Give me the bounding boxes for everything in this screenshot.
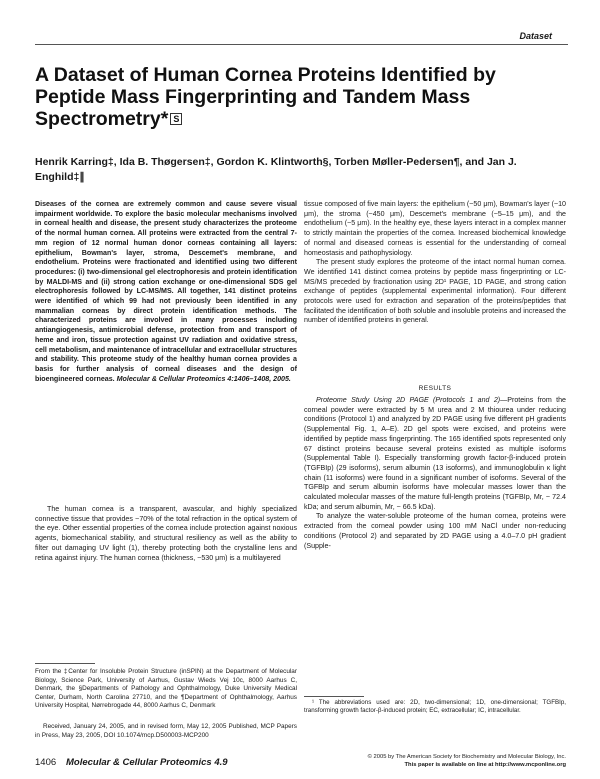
abstract <box>35 200 297 384</box>
author-list: Henrik Karring‡, Ida B. Thøgersen‡, Gordon K. Klintworth§, Torben Møller-Pedersen¶, and Jan J. Enghild‡∥ <box>35 156 517 183</box>
subsection-title: Proteome Study Using 2D PAGE (Protocols 1 and 2)— <box>316 396 508 404</box>
intro-paragraph: The human cornea is a transparent, avascular, and highly specialized connective tissue that provides ~70% of the total refraction in the optical system of the eye. Other essential properties of the cornea include protection against noxious agents, biomechanical stability, and structural resiliency as well as the ability to filter out damaging UV light (1), thereby protecting both the crystalline lens and retina against injury. The human cornea (thickness, ~530 μm) is a multilayered <box>35 505 297 562</box>
page-number: 1406 <box>35 757 57 768</box>
paragraph-text: Proteins from the corneal powder were extracted by 5 M urea and 2 M thiourea under reducing conditions (Protocol 1) and analyzed by 2D PAGE using five different pH gradients (Supplemental Fig. 1, A–E). 2D gel spots were excised, and proteins were identified by peptide mass fingerprinting. The 165 identified spots represented only 67 distinct proteins because several proteins existed as multiple isoforms (Supplemental Table I). Especially transforming growth factor-β-induced protein (TGFBIp) (29 isoforms), serum albumin (13 isoforms), and immunoglobulin κ light chain (11 isoforms) were found in a significant number of isoforms. Several of the TGFBIp and serum albumin isoforms have molecular masses lower than the calculated molecular masses of the mature full-length proteins (TGFBIp, Mr, ~ 72.4 kDa; and serum albumin, Mr, ~ 66.5 kDa). <box>304 396 566 511</box>
abbreviations-footnote: ¹ The abbreviations used are: 2D, two-dimensional; 1D, one-dimensional; TGFBIp, transforming growth factor-β-induced protein; EC, extracellular; IC, intracellular. <box>304 699 566 715</box>
affiliations: From the ‡Center for Insoluble Protein Structure (inSPIN) at the Department of Molecular Biology, Science Park, University of Aarhus, Gustav Wieds Vej 10c, 8000 Aarhus C, Denmark, the §Departments of Pathology and Ophthalmology, Duke University Medical Center, Durham, North Carolina 27710, and the ¶Department of Ophthalmology, Aarhus University Hospital, Nørrebrogade 44, 8000 Aarhus C, Denmark <box>35 668 297 710</box>
paragraph: tissue composed of five main layers: the epithelium (~50 μm), Bowman's layer (~10 μm), the stroma (~450 μm), Descemet's membrane (~5–15 μm), and the endothelium (~5 μm). In the healthy eye, these layers interact in a complex manner to strictly maintain the properties of the cornea. Increased biochemical knowledge of normal and diseased corneas is essential for the understanding of corneal homeostasis and pathophysiology. <box>304 200 566 257</box>
article-title <box>35 64 555 130</box>
title-text: A Dataset of Human Cornea Proteins Identified by Peptide Mass Fingerprinting and Tandem Mass Spectrometry* <box>35 64 496 130</box>
received-dates: Received, January 24, 2005, and in revised form, May 12, 2005 Published, MCP Papers in Press, May 23, 2005, DOI 10.1074/mcp.D500003-MCP200 <box>35 723 297 739</box>
paragraph <box>304 396 566 512</box>
footnote-rule <box>35 663 95 664</box>
section-label: Dataset <box>519 31 552 41</box>
results-heading: RESULTS <box>418 385 452 392</box>
footnote-rule <box>304 696 364 697</box>
results-section <box>304 396 566 551</box>
paragraph: To analyze the water-soluble proteome of the human cornea, proteins were extracted from the corneal powder using 100 mM NaCl under non-reducing conditions (Protocol 2) and separated by 2D PAGE using a 4.0–7.0 pH gradient (Supple- <box>304 512 566 550</box>
copyright-line: © 2005 by The American Society for Biochemistry and Molecular Biology, Inc. <box>367 754 566 760</box>
paragraph: The present study explores the proteome of the intact normal human cornea. We identified 141 distinct cornea proteins by peptide mass fingerprinting or LC-MS/MS preceded by fractionation using 2D¹ PAGE, 1D PAGE, and strong cation exchange of peptides (supplemental experimental information). Four different protocols were used for extraction and separation of the proteins/peptides that facilitated the identification of both soluble and insoluble proteins and increased the number of identified proteins in general. <box>304 258 566 325</box>
online-availability: This paper is available on line at http://www.mcponline.org <box>404 762 566 768</box>
abstract-body: Diseases of the cornea are extremely common and cause severe visual impairment worldwide. To explore the basic molecular mechanisms involved in corneal health and disease, the present study characterizes the proteome of the normal human cornea. All proteins were extracted from the central 7-mm region of 12 normal human donor corneas containing all layers: epithelium, Bowman's layer, stroma, Descemet's membrane, and endothelium. Proteins were fractionated and identified using two different procedures: (i) two-dimensional gel electrophoresis and protein identification by MALDI-MS and (ii) strong cation exchange or one-dimensional SDS gel electrophoresis followed by LC-MS/MS. All together, 141 distinct proteins were identified of which 99 had not previously been identified in any mammalian corneas by direct protein identification methods. The characterized proteins are involved in many processes including antiangiogenesis, antimicrobial defense, protection from and transport of heme and iron, tissue protection against UV radiation and oxidative stress, cell metabolism, and maintenance of intracellular and extracellular structures and stability. This proteome study of the healthy human cornea provides a basis for further analysis of corneal diseases and the design of bioengineered corneas. <box>35 200 297 383</box>
right-column-top <box>304 200 566 326</box>
abstract-citation: Molecular & Cellular Proteomics 4:1406–1408, 2005. <box>116 374 291 383</box>
supplement-icon: S <box>170 113 182 125</box>
journal-name: Molecular & Cellular Proteomics 4.9 <box>66 757 228 768</box>
header-rule <box>35 44 568 45</box>
